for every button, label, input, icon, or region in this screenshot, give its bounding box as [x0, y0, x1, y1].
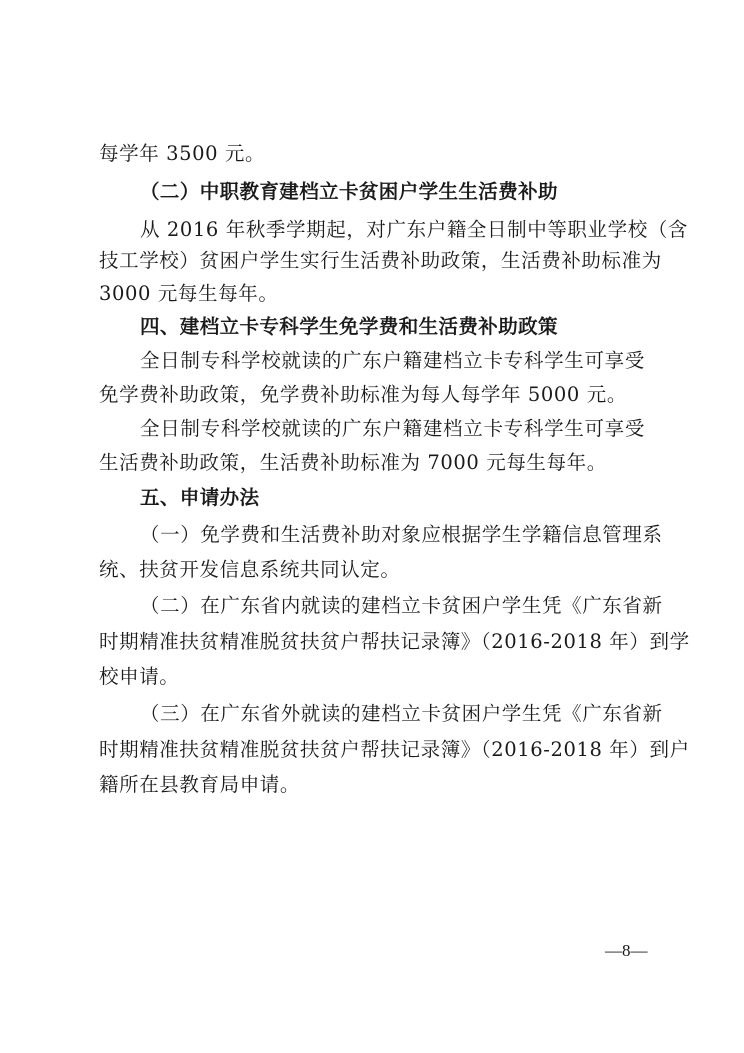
paragraph-line: 全日制专科学校就读的广东户籍建档立卡专科学生可享受: [140, 417, 645, 440]
paragraph-line: 技工学校）贫困户学生实行生活费补助政策，生活费补助标准为: [99, 249, 662, 272]
paragraph-line: 3000 元每生每年。: [99, 282, 279, 305]
paragraph-line: （三）在广东省外就读的建档立卡贫困户学生凭《广东省新: [140, 702, 663, 725]
paragraph-line: 从 2016 年秋季学期起，对广东户籍全日制中等职业学校（含: [140, 218, 689, 241]
section-heading: 五、申请办法: [140, 486, 260, 509]
section-heading: 四、建档立卡专科学生免学费和生活费补助政策: [140, 315, 558, 338]
subsection-heading: （二）中职教育建档立卡贫困户学生生活费补助: [140, 180, 558, 203]
paragraph-line: 统、扶贫开发信息系统共同认定。: [99, 558, 401, 581]
paragraph-line: （二）在广东省内就读的建档立卡贫困户学生凭《广东省新: [140, 594, 663, 617]
paragraph-line: 每学年 3500 元。: [99, 142, 266, 165]
paragraph-line: 生活费补助政策，生活费补助标准为 7000 元每生每年。: [99, 451, 607, 474]
paragraph-line: 时期精准扶贫精准脱贫扶贫户帮扶记录簿》（2016-2018 年）到户: [99, 738, 690, 761]
paragraph-line: 时期精准扶贫精准脱贫扶贫户帮扶记录簿》（2016-2018 年）到学: [99, 630, 690, 653]
paragraph-line: （一）免学费和生活费补助对象应根据学生学籍信息管理系: [140, 523, 663, 546]
paragraph-line: 校申请。: [99, 665, 180, 688]
page-number: —8—: [605, 941, 648, 960]
paragraph-line: 全日制专科学校就读的广东户籍建档立卡专科学生可享受: [140, 349, 645, 372]
paragraph-line: 免学费补助政策，免学费补助标准为每人每学年 5000 元。: [99, 383, 627, 406]
paragraph-line: 籍所在县教育局申请。: [99, 773, 301, 796]
